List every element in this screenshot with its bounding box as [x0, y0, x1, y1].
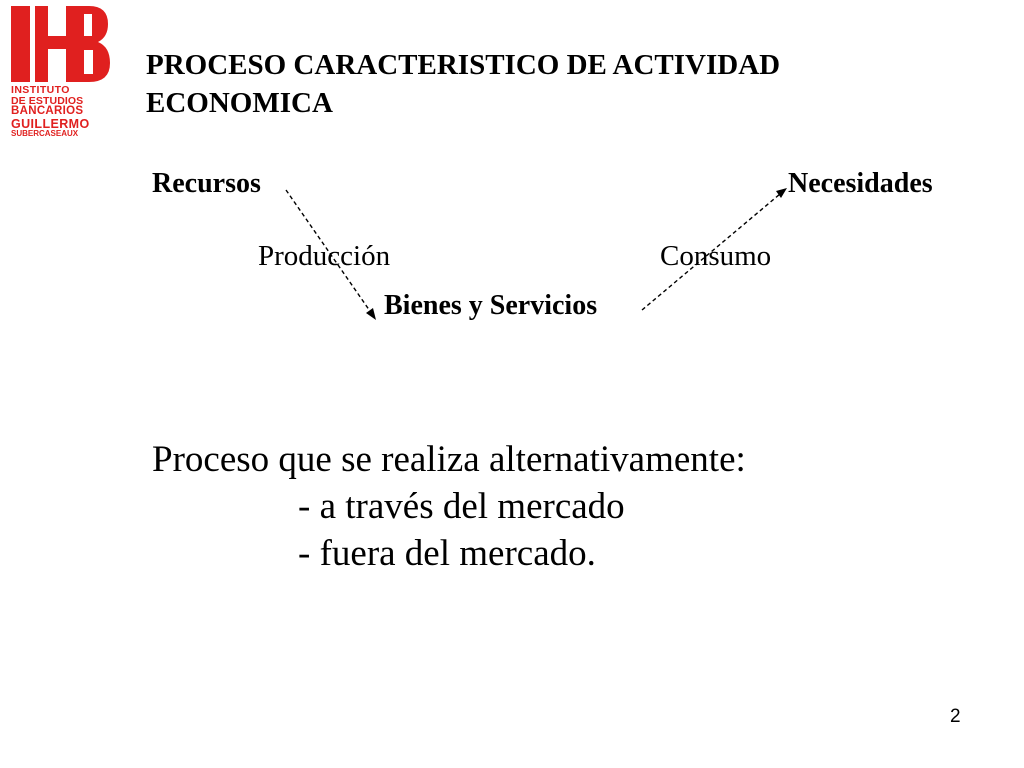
arrowhead-produccion [366, 308, 376, 320]
logo-line-bancarios: BANCARIOS [11, 105, 84, 117]
node-necesidades: Necesidades [788, 168, 933, 199]
node-bienes-y-servicios: Bienes y Servicios [384, 290, 598, 321]
slide-title-line-2: ECONOMICA [146, 87, 333, 119]
logo-line-estudios: DE ESTUDIOS [11, 94, 84, 107]
logo-line-instituto: INSTITUTO [11, 84, 70, 96]
logo-line-subercaseaux: SUBERCASEAUX [11, 129, 79, 138]
bullet-fuera-mercado: - fuera del mercado. [298, 533, 596, 574]
edge-label-consumo: Consumo [660, 240, 772, 272]
edge-label-produccion: Producción [258, 240, 391, 272]
node-recursos: Recursos [152, 168, 261, 199]
logo-line-guillermo: GUILLERMO [11, 116, 90, 131]
slide-title-line-1: PROCESO CARACTERISTICO DE ACTIVIDAD [146, 49, 781, 81]
body-text [152, 436, 746, 577]
body-intro: Proceso que se realiza alternativamente: [152, 439, 746, 480]
page-number: 2 [950, 706, 961, 727]
bullet-mercado: - a través del mercado [298, 486, 625, 527]
